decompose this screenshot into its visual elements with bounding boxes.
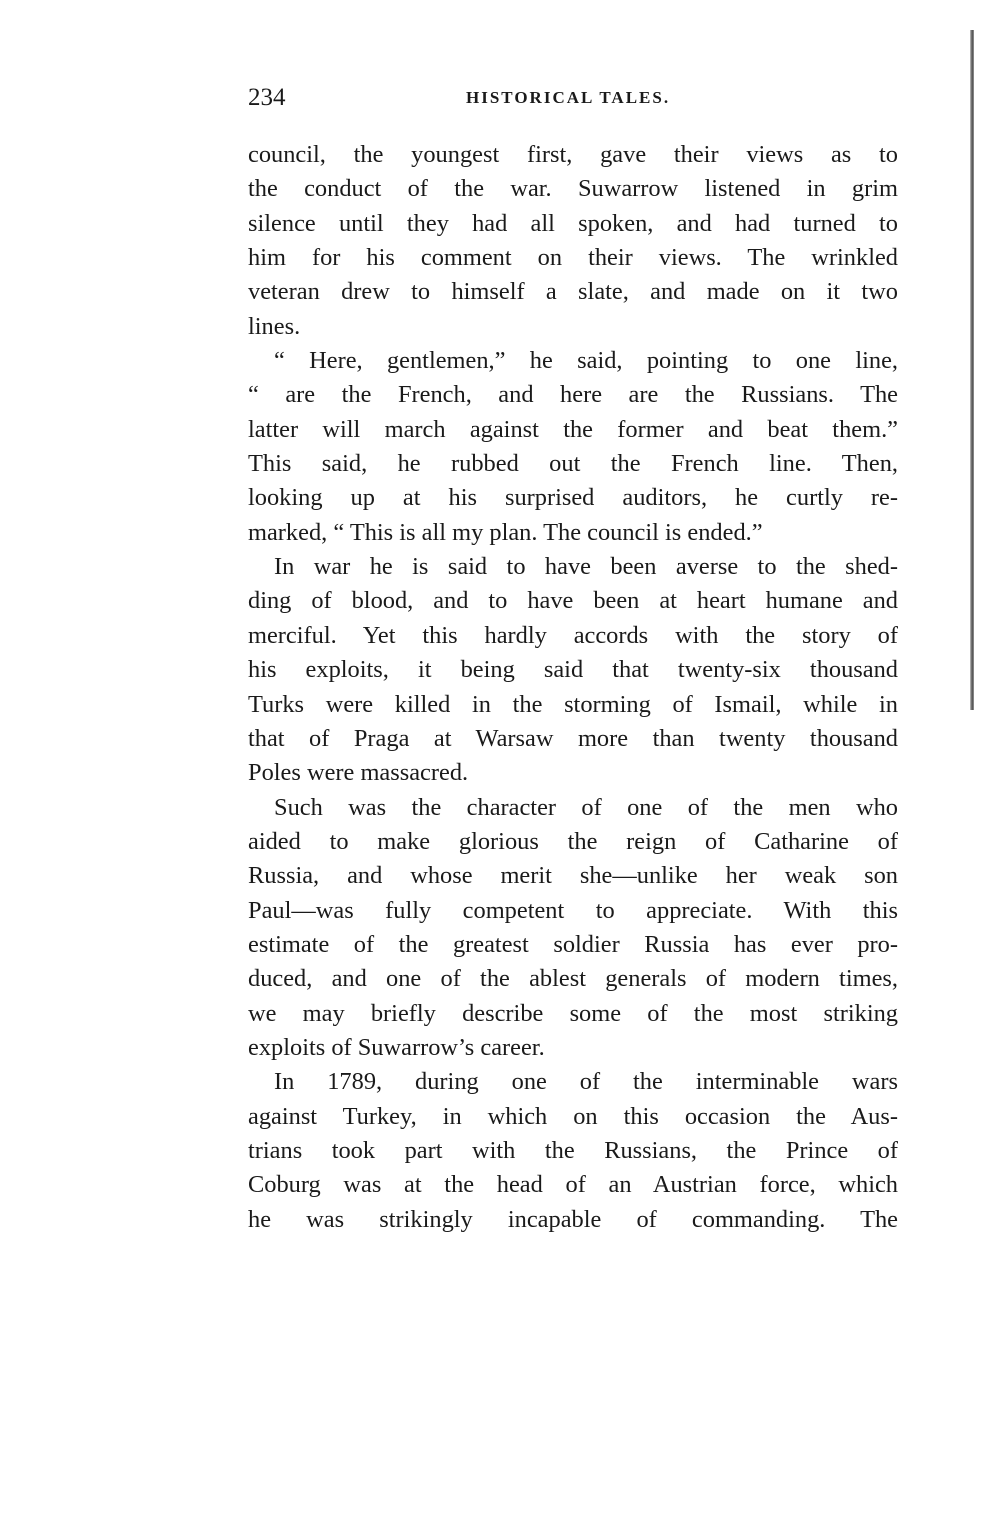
text-line: silence until they had all spoken, and had turned to (248, 209, 898, 237)
text-line: Coburg was at the head of an Austrian force, which (248, 1171, 898, 1199)
text-line: he was strikingly incapable of commanding. The (248, 1205, 898, 1233)
text-line: marked, “ This is all my plan. The council is ended.” (248, 518, 763, 546)
text-line: ding of blood, and to have been at heart humane and (248, 587, 898, 615)
page-binding-edge (970, 30, 974, 710)
paragraph (248, 138, 898, 344)
text-line: Such was the character of one of the men who (274, 793, 898, 821)
paragraph (248, 550, 898, 790)
page-number: 234 (248, 84, 286, 111)
text-line: estimate of the greatest soldier Russia has ever pro- (248, 930, 898, 958)
text-line: exploits of Suwarrow’s career. (248, 1033, 545, 1061)
text-line: against Turkey, in which on this occasion the Aus- (248, 1102, 898, 1130)
text-line: council, the youngest first, gave their views as to (248, 141, 898, 168)
text-line: “ Here, gentlemen,” he said, pointing to one line, (274, 347, 898, 375)
text-line: him for his comment on their views. The wrinkled (248, 244, 898, 272)
text-line: looking up at his surprised auditors, he curtly re- (248, 484, 898, 512)
body-text (248, 138, 898, 1237)
paragraph (248, 1065, 898, 1237)
text-line: we may briefly describe some of the most striking (248, 999, 898, 1027)
text-line: latter will march against the former and beat them.” (248, 415, 898, 443)
text-line: lines. (248, 312, 301, 340)
text-line: “ are the French, and here are the Russians. The (248, 381, 898, 409)
page-header (248, 84, 898, 118)
text-line: Russia, and whose merit she—unlike her weak son (248, 862, 898, 890)
text-line: his exploits, it being said that twenty-six thousand (248, 656, 898, 684)
running-head: HISTORICAL TALES. (466, 88, 671, 107)
text-line: that of Praga at Warsaw more than twenty thousand (248, 724, 898, 752)
text-line: This said, he rubbed out the French line. Then, (248, 450, 898, 478)
text-line: veteran drew to himself a slate, and made on it two (248, 278, 898, 306)
text-line: trians took part with the Russians, the Prince of (248, 1136, 898, 1164)
text-line: In war he is said to have been averse to the shed- (274, 553, 898, 581)
paragraph (248, 344, 898, 550)
text-line: merciful. Yet this hardly accords with the story of (248, 621, 898, 649)
text-line: aided to make glorious the reign of Catharine of (248, 827, 898, 855)
text-line: Poles were massacred. (248, 759, 469, 787)
text-line: the conduct of the war. Suwarrow listened in grim (248, 175, 898, 203)
text-line: In 1789, during one of the interminable wars (274, 1068, 898, 1096)
text-line: Paul—was fully competent to appreciate. With this (248, 896, 898, 924)
text-line: Turks were killed in the storming of Ismail, while in (248, 690, 898, 718)
paragraph (248, 791, 898, 1066)
text-line: duced, and one of the ablest generals of modern times, (248, 965, 898, 993)
